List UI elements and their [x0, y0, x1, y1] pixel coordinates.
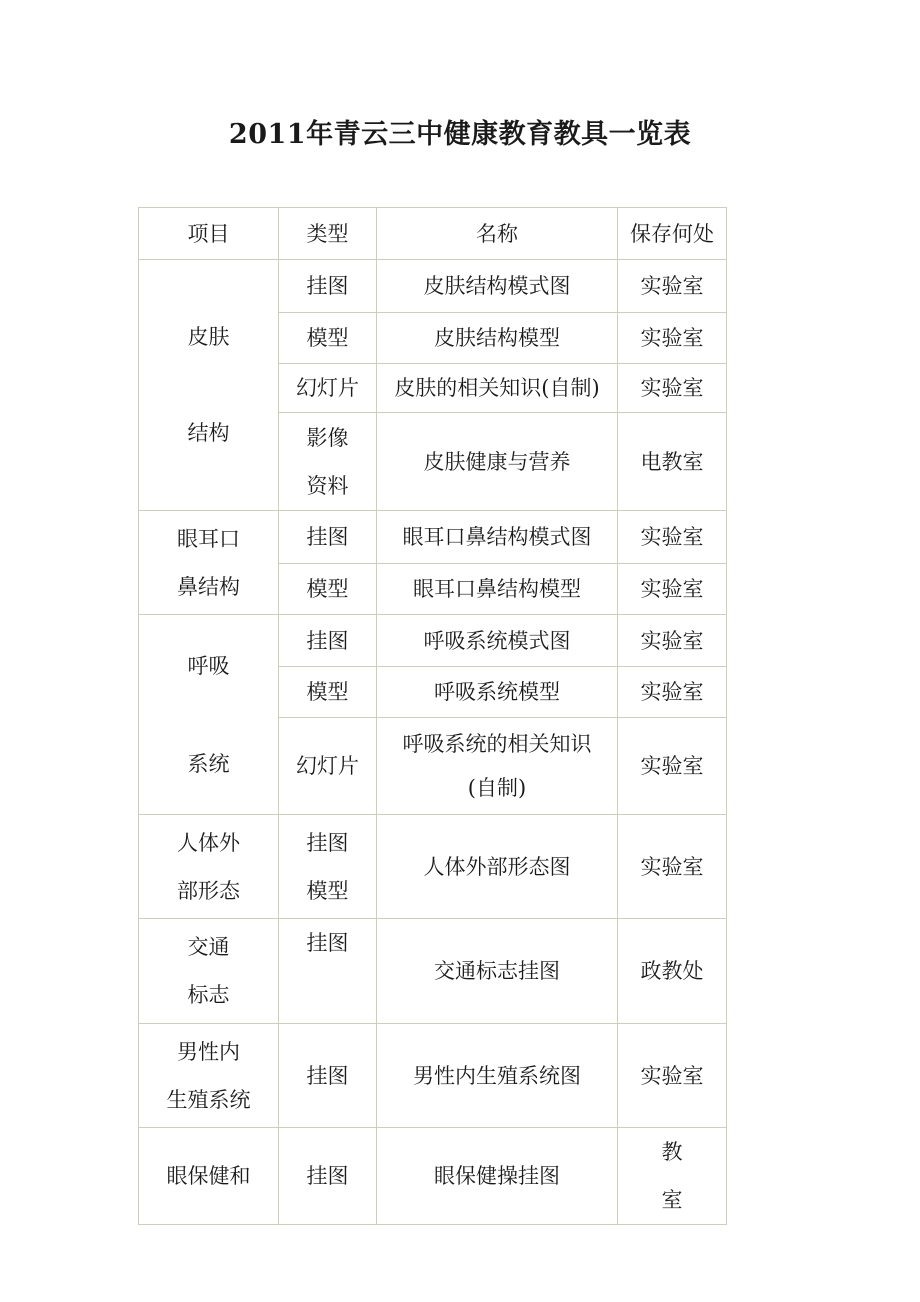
item-label: 人体外 — [177, 830, 240, 855]
type-label: 模型 — [306, 878, 349, 903]
type-label: 影像 — [306, 425, 349, 450]
name-cell: 眼耳口鼻结构模型 — [377, 564, 618, 615]
place-cell: 实验室 — [618, 313, 727, 364]
item-cell-eye: 眼保健和 — [139, 1128, 279, 1225]
name-cell — [377, 718, 618, 815]
place-cell: 实验室 — [618, 1024, 727, 1128]
name-cell: 皮肤健康与营养 — [377, 413, 618, 511]
item-label: 交通 — [187, 935, 230, 959]
name-cell: 皮肤结构模式图 — [377, 260, 618, 313]
place-cell: 实验室 — [618, 364, 727, 413]
place-cell: 实验室 — [618, 511, 727, 564]
type-cell: 挂图 — [279, 511, 377, 564]
table-row — [139, 511, 727, 564]
type-cell: 挂图 — [279, 615, 377, 667]
item-label: 标志 — [187, 983, 230, 1007]
teaching-aids-table — [138, 207, 727, 1225]
type-label: 资料 — [306, 473, 349, 498]
name-cell: 交通标志挂图 — [377, 919, 618, 1024]
item-label: 男性内 — [177, 1039, 240, 1064]
type-cell: 幻灯片 — [279, 718, 377, 815]
type-cell: 挂图 — [279, 919, 377, 1024]
item-cell-body — [139, 815, 279, 919]
type-cell: 幻灯片 — [279, 364, 377, 413]
item-label: 鼻结构 — [177, 574, 240, 599]
name-cell: 呼吸系统模型 — [377, 667, 618, 718]
name-label: 呼吸系统的相关知识 — [402, 732, 592, 756]
item-label: 结构 — [187, 421, 230, 445]
place-cell: 实验室 — [618, 815, 727, 919]
name-cell: 皮肤的相关知识(自制) — [377, 364, 618, 413]
name-cell: 人体外部形态图 — [377, 815, 618, 919]
table-row — [139, 260, 727, 313]
item-label: 呼吸 — [187, 653, 230, 678]
type-cell — [279, 413, 377, 511]
type-cell — [279, 815, 377, 919]
table-row — [139, 1024, 727, 1128]
header-item: 项目 — [139, 208, 279, 260]
name-cell: 眼保健操挂图 — [377, 1128, 618, 1225]
item-cell-breath — [139, 615, 279, 815]
place-cell: 实验室 — [618, 718, 727, 815]
name-cell: 男性内生殖系统图 — [377, 1024, 618, 1128]
table-header-row — [139, 208, 727, 260]
place-cell: 电教室 — [618, 413, 727, 511]
item-cell-traffic — [139, 919, 279, 1024]
item-label: 眼耳口 — [177, 526, 240, 551]
type-cell: 模型 — [279, 564, 377, 615]
table-row — [139, 815, 727, 919]
place-cell: 实验室 — [618, 667, 727, 718]
place-cell: 教 室 — [618, 1128, 727, 1225]
type-cell: 模型 — [279, 667, 377, 718]
name-label: (自制) — [467, 776, 527, 800]
table-row — [139, 1128, 727, 1225]
place-cell: 政教处 — [618, 919, 727, 1024]
item-label: 生殖系统 — [166, 1087, 251, 1112]
item-label: 系统 — [187, 751, 230, 776]
item-cell-skin — [139, 260, 279, 511]
item-label: 部形态 — [177, 878, 240, 903]
place-cell: 实验室 — [618, 564, 727, 615]
type-cell: 挂图 — [279, 1128, 377, 1225]
place-cell: 实验室 — [618, 615, 727, 667]
type-label: 挂图 — [306, 830, 349, 855]
header-name: 名称 — [377, 208, 618, 260]
item-label: 皮肤 — [187, 325, 230, 349]
item-cell-male — [139, 1024, 279, 1128]
type-cell: 挂图 — [279, 1024, 377, 1128]
table-row — [139, 919, 727, 1024]
type-cell: 模型 — [279, 313, 377, 364]
header-type: 类型 — [279, 208, 377, 260]
page-title: 2011年青云三中健康教育教具一览表 — [228, 119, 692, 150]
name-cell: 呼吸系统模式图 — [377, 615, 618, 667]
name-cell: 皮肤结构模型 — [377, 313, 618, 364]
name-cell: 眼耳口鼻结构模式图 — [377, 511, 618, 564]
item-cell-face — [139, 511, 279, 615]
header-place: 保存何处 — [618, 208, 727, 260]
table-row — [139, 615, 727, 667]
type-cell: 挂图 — [279, 260, 377, 313]
place-cell: 实验室 — [618, 260, 727, 313]
